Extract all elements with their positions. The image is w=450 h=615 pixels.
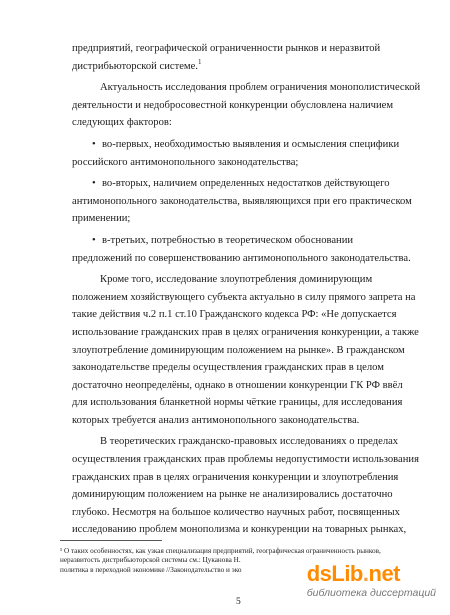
bullet-icon: •	[92, 138, 96, 150]
body-text	[72, 40, 420, 539]
footnote-line: ¹ О таких особенностях, как узкая специализация предприятий, географическая ограниченность рынков,	[60, 547, 381, 555]
text-line: деятельности и недобросовестной конкуренции обусловлена наличием	[72, 99, 394, 111]
text-line: которых требуется анализ антимонопольного законодательства.	[72, 414, 360, 426]
text-line: злоупотребление доминирующим положением на рынке». В гражданском	[72, 344, 405, 356]
footnote-divider	[60, 540, 162, 541]
text-line: законодательстве пределы осуществления гражданских прав в целом	[72, 362, 384, 374]
text-line: предприятий, географической ограниченности рынков и неразвитой	[72, 43, 381, 54]
text-line: использование гражданских прав в целях ограничения конкуренции, а также	[72, 326, 419, 338]
text-line: глубоко. Несмотря на большое количество научных работ, посвященных	[72, 506, 400, 518]
text-line: гражданских прав в целях ограничения конкуренции и злоупотребления	[72, 471, 399, 483]
text-line: такие действия ч.2 п.1 ст.10 Гражданского кодекса РФ: «Не допускается	[72, 309, 397, 321]
watermark-logo[interactable]	[307, 563, 436, 585]
text-line: Актуальность исследования проблем ограничения монополистической	[100, 82, 421, 94]
footnote-ref[interactable]: 1	[197, 57, 202, 66]
bullet-icon: •	[92, 234, 96, 246]
text-line: российского антимонопольного законодательства;	[72, 156, 299, 168]
text-line-content: дистрибьюторской системе.	[72, 60, 198, 72]
text-line: следующих факторов:	[72, 117, 172, 129]
bullet-text: во-первых, необходимостью выявления и осмысления специфики	[102, 138, 400, 150]
page-number: 5	[236, 597, 241, 607]
text-line: достаточно неопределёны, однако в отношении конкуренции ГК РФ ввёл	[72, 379, 403, 391]
text-line: доминирующим положением на рынке не анализировались достаточно	[72, 489, 393, 501]
text-line: антимонопольного законодательства, выявляющихся при его практическом	[72, 195, 412, 207]
text-line: исследованию проблем монополизма и конкуренции на товарных рынках,	[72, 524, 407, 536]
bullet-item	[72, 232, 420, 250]
text-line: Кроме того, исследование злоупотребления доминирующим	[100, 274, 373, 286]
bullet-text: в-третьих, потребностью в теоретическом обосновании	[102, 234, 354, 246]
text-line: осуществления гражданских прав проблемы недопустимости использования	[72, 454, 419, 466]
text-line: В теоретических гражданско-правовых исследованиях о пределах	[100, 436, 399, 448]
watermark[interactable]	[307, 563, 436, 599]
bullet-icon: •	[92, 178, 96, 190]
footnote-line: неразвитость дистрибьюторской системы см.: Цуканова Н.	[60, 556, 241, 565]
bullet-item	[72, 136, 420, 154]
text-line: предложений по совершенствованию антимонопольного законодательства.	[72, 252, 411, 264]
text-line: применении;	[72, 213, 131, 225]
footnote-line: политика в переходной экономике //Законодательство и эко	[60, 565, 242, 574]
bullet-text: во-вторых, наличием определенных недостатков действующего	[102, 178, 390, 190]
watermark-logo-main: dsLib	[306, 561, 363, 586]
watermark-logo-tld: net	[368, 561, 400, 586]
text-line	[72, 58, 420, 76]
watermark-logo-dot: .	[362, 561, 369, 586]
watermark-subtitle: библиотека диссертаций	[306, 587, 436, 599]
text-line: для использования бланкетной нормы чёткие границы, для исследования	[72, 397, 403, 409]
bullet-item	[72, 175, 420, 193]
text-line: положением хозяйствующего субъекта актуально в силу прямого запрета на	[72, 291, 416, 303]
